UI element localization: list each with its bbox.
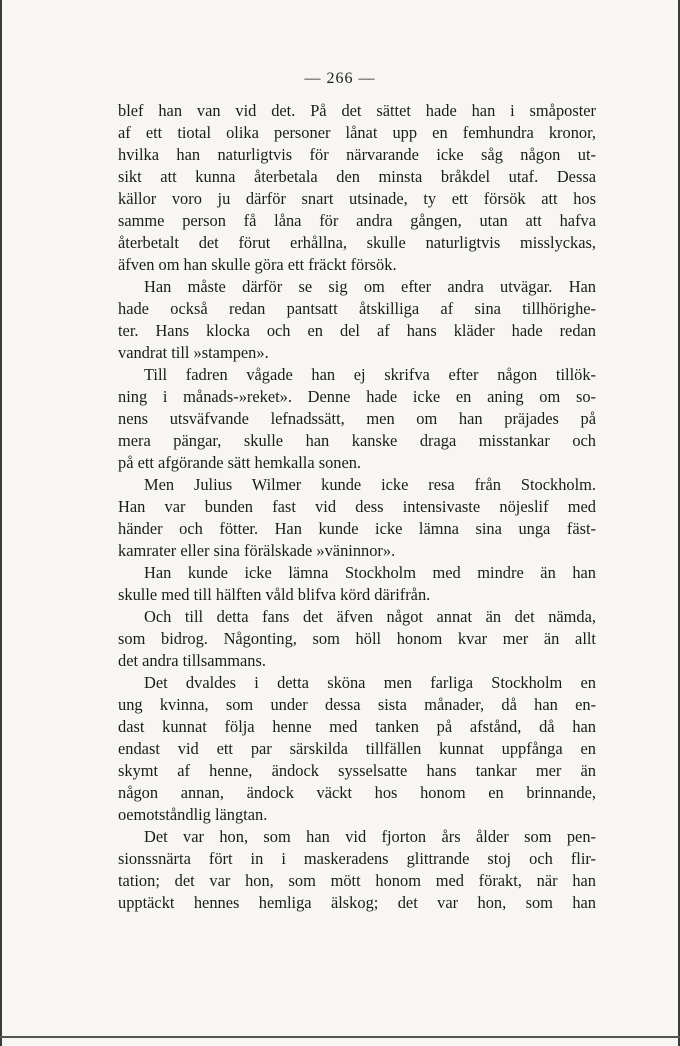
text-line: blef han van vid det. På det sättet hade han i småposter	[118, 101, 596, 120]
body-text	[118, 100, 596, 914]
text-line: oemotståndlig längtan.	[118, 805, 268, 824]
text-line: sikt att kunna återbetala den minsta bråkdel utaf. Dessa	[118, 167, 596, 186]
text-line: ning i månads-»reket». Denne hade icke en aning om so-	[118, 387, 596, 406]
text-line: äfven om han skulle göra ett fräckt försök.	[118, 255, 397, 274]
text-line: upptäckt hennes hemliga älskog; det var hon, som han	[118, 893, 596, 912]
text-line: Han måste därför se sig om efter andra utvägar. Han	[144, 277, 596, 296]
text-line: någon annan, ändock väckt hos honom en brinnande,	[118, 783, 596, 802]
page-number: — 266 —	[304, 70, 376, 87]
text-line: hade också redan pantsatt åtskilliga af sina tillhörighe-	[118, 299, 596, 318]
text-line: mera pängar, skulle han kanske draga misstankar och	[118, 431, 596, 450]
text-line: ung kvinna, som under dessa sista månader, då han en-	[118, 695, 596, 714]
text-line: ter. Hans klocka och en del af hans kläder hade redan	[118, 321, 596, 340]
text-line: Till fadren vågade han ej skrifva efter någon tillök-	[144, 365, 596, 384]
scan-edge-left	[0, 0, 2, 1046]
text-line: källor voro ju därför snart utsinade, ty ett försök att hos	[118, 189, 596, 208]
text-line: Och till detta fans det äfven något annat än det nämda,	[144, 607, 596, 626]
text-line: sionssnärta fört in i maskeradens glittrande stoj och flir-	[118, 849, 596, 868]
text-line: kamrater eller sina förälskade »väninnor».	[118, 541, 396, 560]
text-line: Han var bunden fast vid dess intensivaste nöjeslif med	[118, 497, 596, 516]
text-line: vandrat till »stampen».	[118, 343, 269, 362]
text-line: Det dvaldes i detta sköna men farliga Stockholm en	[144, 673, 596, 692]
text-line: som bidrog. Någonting, som höll honom kvar mer än allt	[118, 629, 596, 648]
text-line: skulle med till hälften våld blifva körd därifrån.	[118, 585, 431, 604]
text-line: Han kunde icke lämna Stockholm med mindre än han	[144, 563, 596, 582]
text-line: skymt af henne, ändock sysselsatte hans tankar mer än	[118, 761, 596, 780]
text-line: återbetalt det förut erhållna, skulle naturligtvis misslyckas,	[118, 233, 596, 252]
text-line: Det var hon, som han vid fjorton års ålder som pen-	[144, 827, 596, 846]
text-line: endast vid ett par särskilda tillfällen kunnat uppfånga en	[118, 739, 596, 758]
scan-edge-bottom	[0, 1036, 680, 1038]
text-line: dast kunnat följa henne med tanken på afstånd, då han	[118, 717, 596, 736]
text-line: det andra tillsammans.	[118, 651, 266, 670]
text-line: händer och fötter. Han kunde icke lämna sina unga fäst-	[118, 519, 596, 538]
text-line: hvilka han naturligtvis för närvarande icke såg någon ut-	[118, 145, 596, 164]
text-line: Men Julius Wilmer kunde icke resa från Stockholm.	[144, 475, 596, 494]
text-line: nens utsväfvande lefnadssätt, men om han präjades på	[118, 409, 596, 428]
text-line: af ett tiotal olika personer lånat upp en femhundra kronor,	[118, 123, 596, 142]
text-line: på ett afgörande sätt hemkalla sonen.	[118, 453, 362, 472]
text-line: samme person få låna för andra gången, utan att hafva	[118, 211, 596, 230]
text-line: tation; det var hon, som mött honom med förakt, när han	[118, 871, 596, 890]
